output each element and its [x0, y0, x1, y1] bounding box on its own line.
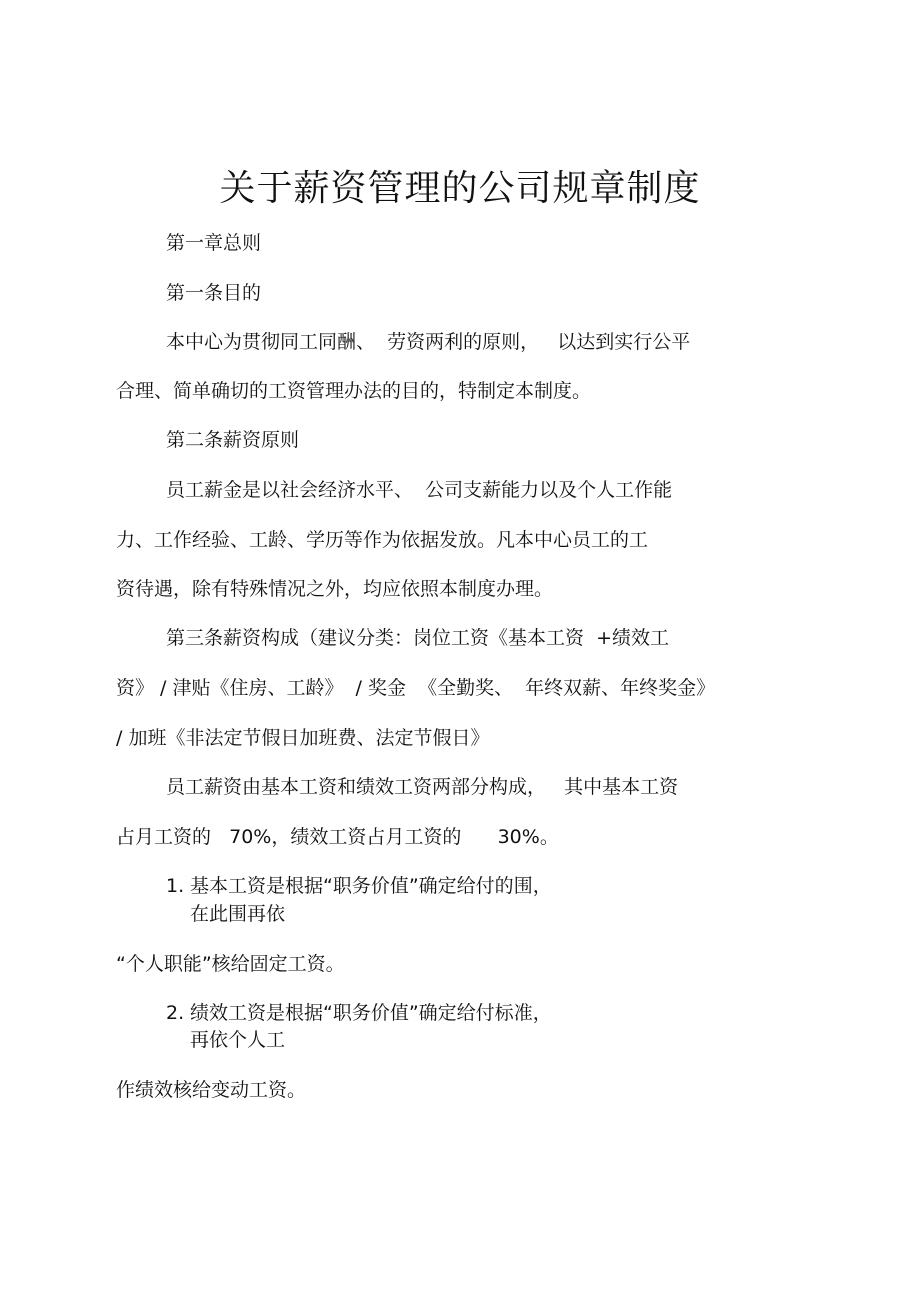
list-item-1-line-2: 在此围再依: [190, 903, 286, 925]
article-3-line-2: 资》 / 津贴《住房、工龄》 / 奖金 《全勤奖、 年终双薪、年终奖金》: [116, 677, 716, 699]
chapter-heading: 第一章总则: [166, 232, 262, 254]
composition-line-1: 员工薪资由基本工资和绩效工资两部分构成， 其中基本工资: [166, 776, 679, 798]
list-item-1-number: 1.: [166, 875, 185, 897]
article-2-line-3: 资待遇，除有特殊情况之外，均应依照本制度办理。: [116, 578, 554, 600]
article-3-line-1: 第三条薪资构成（建议分类：岗位工资《基本工资 +绩效工: [166, 627, 670, 649]
list-item-2-line-1: 绩效工资是根据“职务价值”确定给付标准，: [190, 1002, 552, 1024]
article-1-line-1: 本中心为贯彻同工同酬、 劳资两利的原则， 以达到实行公平: [166, 331, 691, 353]
list-item-2-line-2: 再依个人工: [190, 1029, 286, 1051]
article-2-heading: 第二条薪资原则: [166, 429, 300, 451]
list-item-2-number: 2.: [166, 1002, 185, 1024]
article-3-line-3: / 加班《非法定节假日加班费、法定节假日》: [116, 727, 490, 749]
article-1-line-2: 合理、简单确切的工资管理办法的目的，特制定本制度。: [116, 380, 592, 402]
article-1-heading: 第一条目的: [166, 282, 262, 304]
article-2-line-2: 力、工作经验、工龄、学历等作为依据发放。凡本中心员工的工: [116, 529, 649, 551]
list-item-2-continuation: 作绩效核给变动工资。: [116, 1079, 307, 1101]
list-item-1-line-1: 基本工资是根据“职务价值”确定给付的围，: [190, 875, 552, 897]
document-title: 关于薪资管理的公司规章制度: [219, 168, 701, 209]
list-item-1-continuation: “个人职能”核给固定工资。: [116, 953, 345, 975]
composition-line-2: 占月工资的 70%，绩效工资占月工资的 30%。: [116, 826, 559, 848]
article-2-line-1: 员工薪金是以社会经济水平、 公司支薪能力以及个人工作能: [166, 479, 673, 501]
